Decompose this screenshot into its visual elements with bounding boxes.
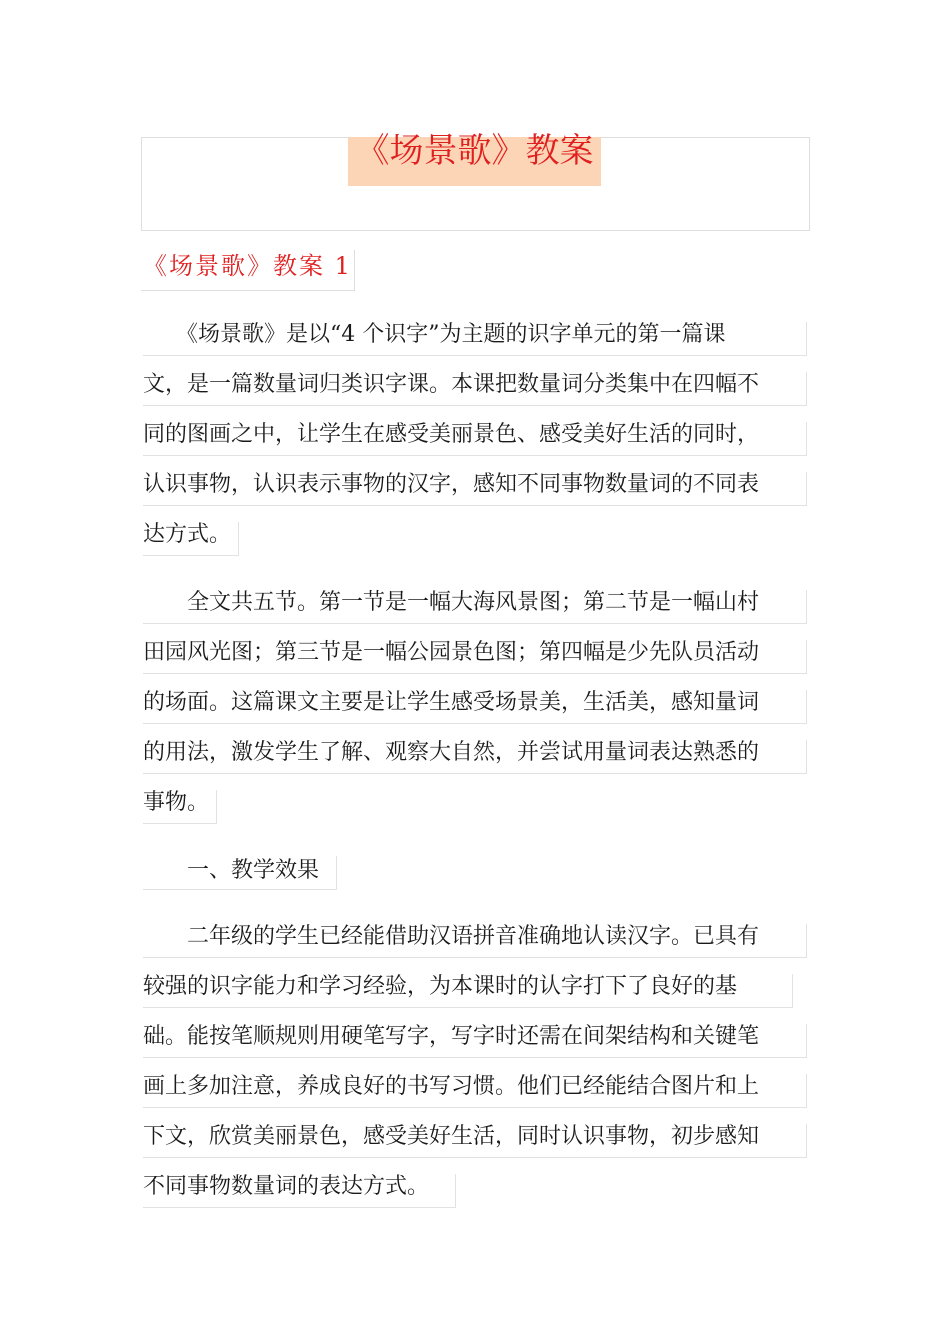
- paragraph-2-line-5: 事物。: [143, 790, 210, 815]
- paragraph-4-line-4: 画上多加注意，养成良好的书写习惯。他们已经能结合图片和上: [143, 1074, 760, 1099]
- line-rule: [455, 1174, 456, 1208]
- line-rule: [806, 1074, 807, 1108]
- line-rule: [143, 555, 239, 556]
- section-heading: 《场景歌》教案 1: [143, 252, 352, 280]
- line-rule: [792, 974, 793, 1008]
- line-rule: [143, 455, 807, 456]
- line-rule: [143, 957, 807, 958]
- line-rule: [216, 790, 217, 824]
- paragraph-1-line-3: 同的图画之中，让学生在感受美丽景色、感受美好生活的同时，: [143, 422, 760, 447]
- line-rule: [143, 1057, 807, 1058]
- paragraph-2-line-2: 田园风光图；第三节是一幅公园景色图；第四幅是少先队员活动: [143, 640, 760, 665]
- line-rule: [806, 924, 807, 958]
- line-rule: [143, 1007, 793, 1008]
- paragraph-1-line-2: 文，是一篇数量词归类识字课。本课把数量词分类集中在四幅不: [143, 372, 760, 397]
- line-rule: [143, 723, 807, 724]
- paragraph-1-line-1: 《场景歌》是以“4 个识字”为主题的识字单元的第一篇课: [143, 322, 726, 347]
- line-rule: [806, 640, 807, 674]
- line-rule: [806, 322, 807, 356]
- paragraph-1-line-5: 达方式。: [143, 522, 232, 547]
- line-rule: [143, 1107, 807, 1108]
- paragraph-2-line-1: 全文共五节。第一节是一幅大海风景图；第二节是一幅山村: [143, 590, 760, 615]
- section-heading-teaching-effect: 一、教学效果: [143, 858, 320, 883]
- paragraph-2-line-3: 的场面。这篇课文主要是让学生感受场景美，生活美，感知量词: [143, 690, 760, 715]
- line-rule: [143, 505, 807, 506]
- line-rule: [806, 1124, 807, 1158]
- line-rule: [143, 1207, 456, 1208]
- paragraph-2-line-4: 的用法，激发学生了解、观察大自然，并尝试用量词表达熟悉的: [143, 740, 760, 765]
- paragraph-4-line-5: 下文，欣赏美丽景色，感受美好生活，同时认识事物，初步感知: [143, 1124, 760, 1149]
- paragraph-4-line-3: 础。能按笔顺规则用硬笔写字，写字时还需在间架结构和关键笔: [143, 1024, 760, 1049]
- line-rule: [336, 856, 337, 890]
- line-rule: [806, 472, 807, 506]
- line-rule: [143, 623, 807, 624]
- line-rule: [143, 889, 336, 890]
- line-rule: [143, 673, 807, 674]
- line-rule: [143, 823, 217, 824]
- line-rule: [143, 773, 807, 774]
- line-rule: [238, 522, 239, 556]
- paragraph-1-line-4: 认识事物，认识表示事物的汉字，感知不同事物数量词的不同表: [143, 472, 760, 497]
- line-rule: [806, 422, 807, 456]
- line-rule: [806, 740, 807, 774]
- line-rule: [806, 372, 807, 406]
- line-rule: [143, 355, 807, 356]
- line-rule: [806, 590, 807, 624]
- line-rule: [806, 690, 807, 724]
- paragraph-4-line-6: 不同事物数量词的表达方式。: [143, 1174, 430, 1199]
- line-rule: [806, 1024, 807, 1058]
- document-title: 《场景歌》教案: [355, 131, 594, 171]
- line-rule: [143, 405, 807, 406]
- paragraph-4-line-2: 较强的识字能力和学习经验，为本课时的认字打下了良好的基: [143, 974, 738, 999]
- paragraph-4-line-1: 二年级的学生已经能借助汉语拼音准确地认读汉字。已具有: [143, 924, 760, 949]
- line-rule: [143, 1157, 807, 1158]
